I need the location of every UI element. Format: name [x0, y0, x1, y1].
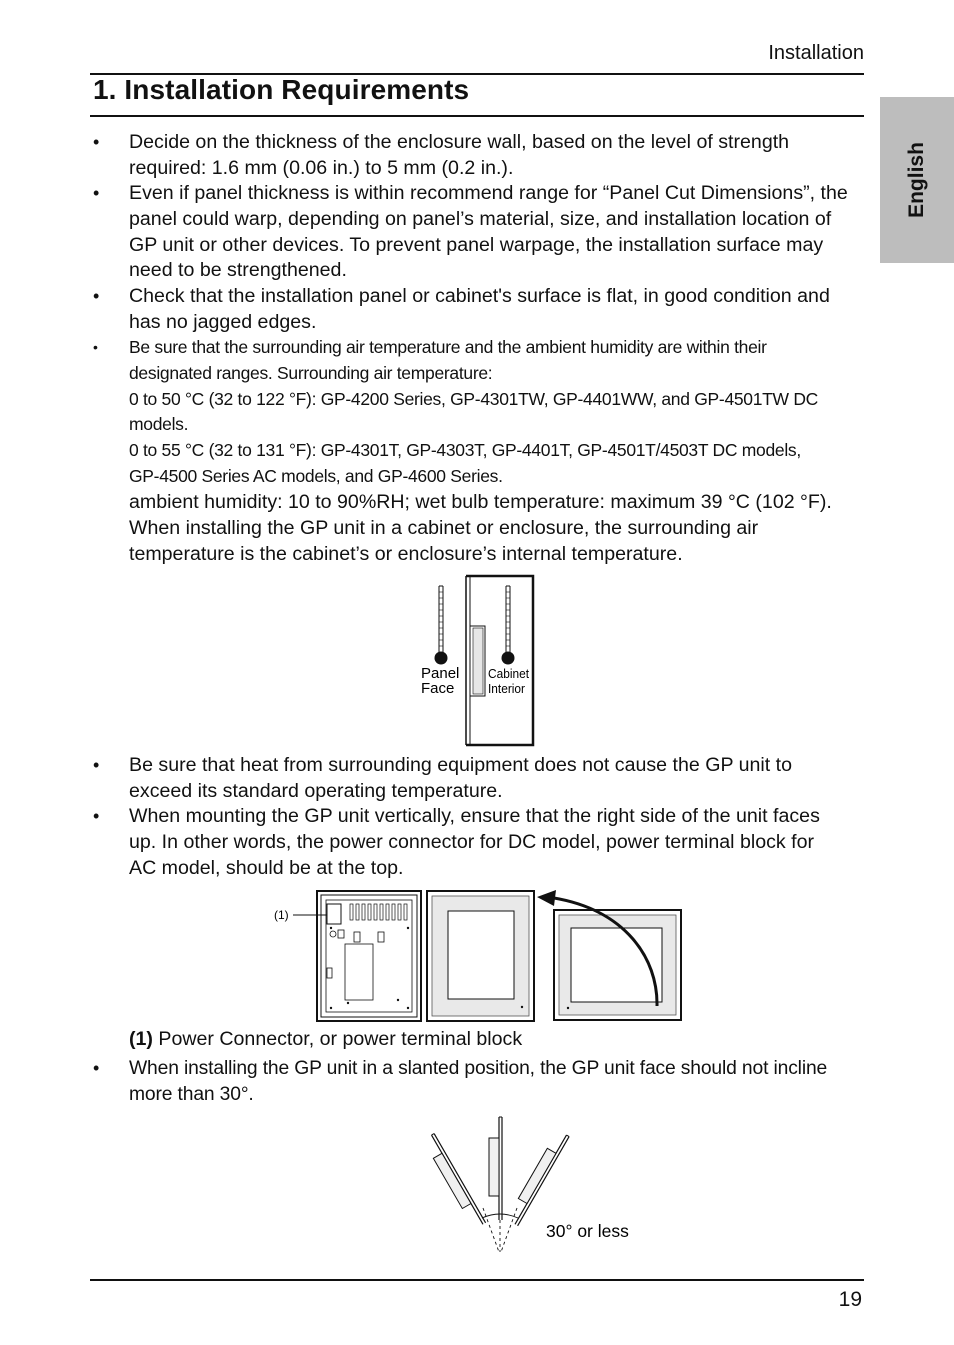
heading-rule — [90, 115, 864, 117]
text-line: When installing the GP unit in a slanted position, the GP unit face should not incline — [129, 1058, 828, 1079]
section-label: Installation — [768, 42, 864, 64]
bullet-marker: • — [93, 806, 100, 826]
gp-unit-vertical — [489, 1117, 502, 1220]
text-line: 0 to 55 °C (32 to 131 °F): GP-4301T, GP-4303T, GP-4401T, GP-4501T/4503T DC models, — [129, 440, 801, 461]
cabinet-interior-label: Cabinet — [488, 666, 530, 681]
text-line: When installing the GP unit in a cabinet or enclosure, the surrounding air — [129, 516, 759, 539]
bullet-item-surface-check — [129, 284, 864, 336]
bullet-item-wall-thickness — [129, 130, 864, 182]
text-line: need to be strengthened. — [129, 259, 347, 282]
text-line: GP unit or other devices. To prevent panel warpage, the installation surface may — [129, 233, 824, 256]
temperature-measurement-figure — [410, 572, 550, 750]
bullet-marker: • — [93, 339, 98, 355]
text-line: panel could warp, depending on panel’s material, size, and installation location of — [129, 207, 832, 230]
thermometer-icon — [435, 586, 448, 665]
text-line: Decide on the thickness of the enclosure wall, based on the level of strength — [129, 131, 790, 153]
bullet-item-temperature — [129, 335, 864, 490]
caption-number: (1) — [129, 1028, 153, 1050]
text-line: models. — [129, 414, 189, 435]
language-tab — [880, 97, 954, 263]
text-line: Even if panel thickness is within recommend range for “Panel Cut Dimensions”, the — [129, 182, 848, 204]
bullet-item-heat — [129, 753, 864, 805]
text-line: Be sure that the surrounding air temperature and the ambient humidity are within their — [129, 337, 767, 357]
footer-rule — [90, 1279, 864, 1281]
text-line: required: 1.6 mm (0.06 in.) to 5 mm (0.2 in.). — [129, 156, 514, 179]
gp-unit-slanted-left — [423, 1134, 486, 1230]
text-line: Be sure that heat from surrounding equipment does not cause the GP unit to — [129, 754, 792, 776]
text-line: has no jagged edges. — [129, 310, 317, 333]
text-line: AC model, should be at the top. — [129, 856, 404, 879]
bullet-marker: • — [93, 132, 100, 152]
text-line: up. In other words, the power connector for DC model, power terminal block for — [129, 830, 815, 853]
page-heading: 1. Installation Requirements — [93, 74, 470, 105]
bullet-item-panel-warpage — [129, 181, 864, 284]
text-line: GP-4500 Series AC models, and GP-4600 Series. — [129, 465, 503, 486]
text-line: designated ranges. Surrounding air temperature: — [129, 362, 493, 383]
text-line: exceed its standard operating temperature. — [129, 779, 503, 802]
bullet-item-slant — [129, 1056, 864, 1108]
angle-label: 30° or less — [546, 1221, 629, 1241]
bullet-marker: • — [93, 183, 100, 203]
slant-angle-figure — [420, 1112, 660, 1258]
text-line: When mounting the GP unit vertically, ensure that the right side of the unit faces — [129, 805, 820, 827]
bullet-item-vertical-mount — [129, 804, 864, 881]
panel-face-label: Face — [421, 680, 455, 697]
callout-label: (1) — [274, 908, 289, 922]
bullet-item-humidity — [129, 490, 864, 567]
gp-unit-rear-view — [317, 891, 421, 1021]
figure-caption — [129, 1027, 864, 1053]
page-number: 19 — [838, 1288, 862, 1311]
panel-face-label: Panel — [421, 665, 460, 682]
bullet-marker: • — [93, 1058, 100, 1078]
text-line: more than 30°. — [129, 1083, 254, 1105]
cabinet-interior-label: Interior — [488, 681, 526, 696]
bullet-marker: • — [93, 755, 100, 775]
text-line: Check that the installation panel or cabinet's surface is flat, in good condition and — [129, 285, 830, 307]
gp-unit-front-vertical — [427, 891, 534, 1021]
text-line: temperature is the cabinet’s or enclosure’s internal temperature. — [129, 542, 683, 565]
vertical-mounting-figure — [270, 888, 685, 1024]
bullet-marker: • — [93, 286, 100, 306]
gp-unit-front-horizontal — [554, 910, 681, 1020]
caption-text: Power Connector, or power terminal block — [152, 1028, 523, 1050]
thermometer-icon — [502, 586, 515, 665]
text-line: 0 to 50 °C (32 to 122 °F): GP-4200 Series, GP-4301TW, GP-4401WW, and GP-4501TW DC — [129, 388, 819, 409]
gp-unit-slanted-right — [506, 1130, 569, 1226]
language-tab-label: English — [905, 142, 928, 218]
text-line: ambient humidity: 10 to 90%RH; wet bulb temperature: maximum 39 °C (102 °F). — [129, 491, 832, 513]
